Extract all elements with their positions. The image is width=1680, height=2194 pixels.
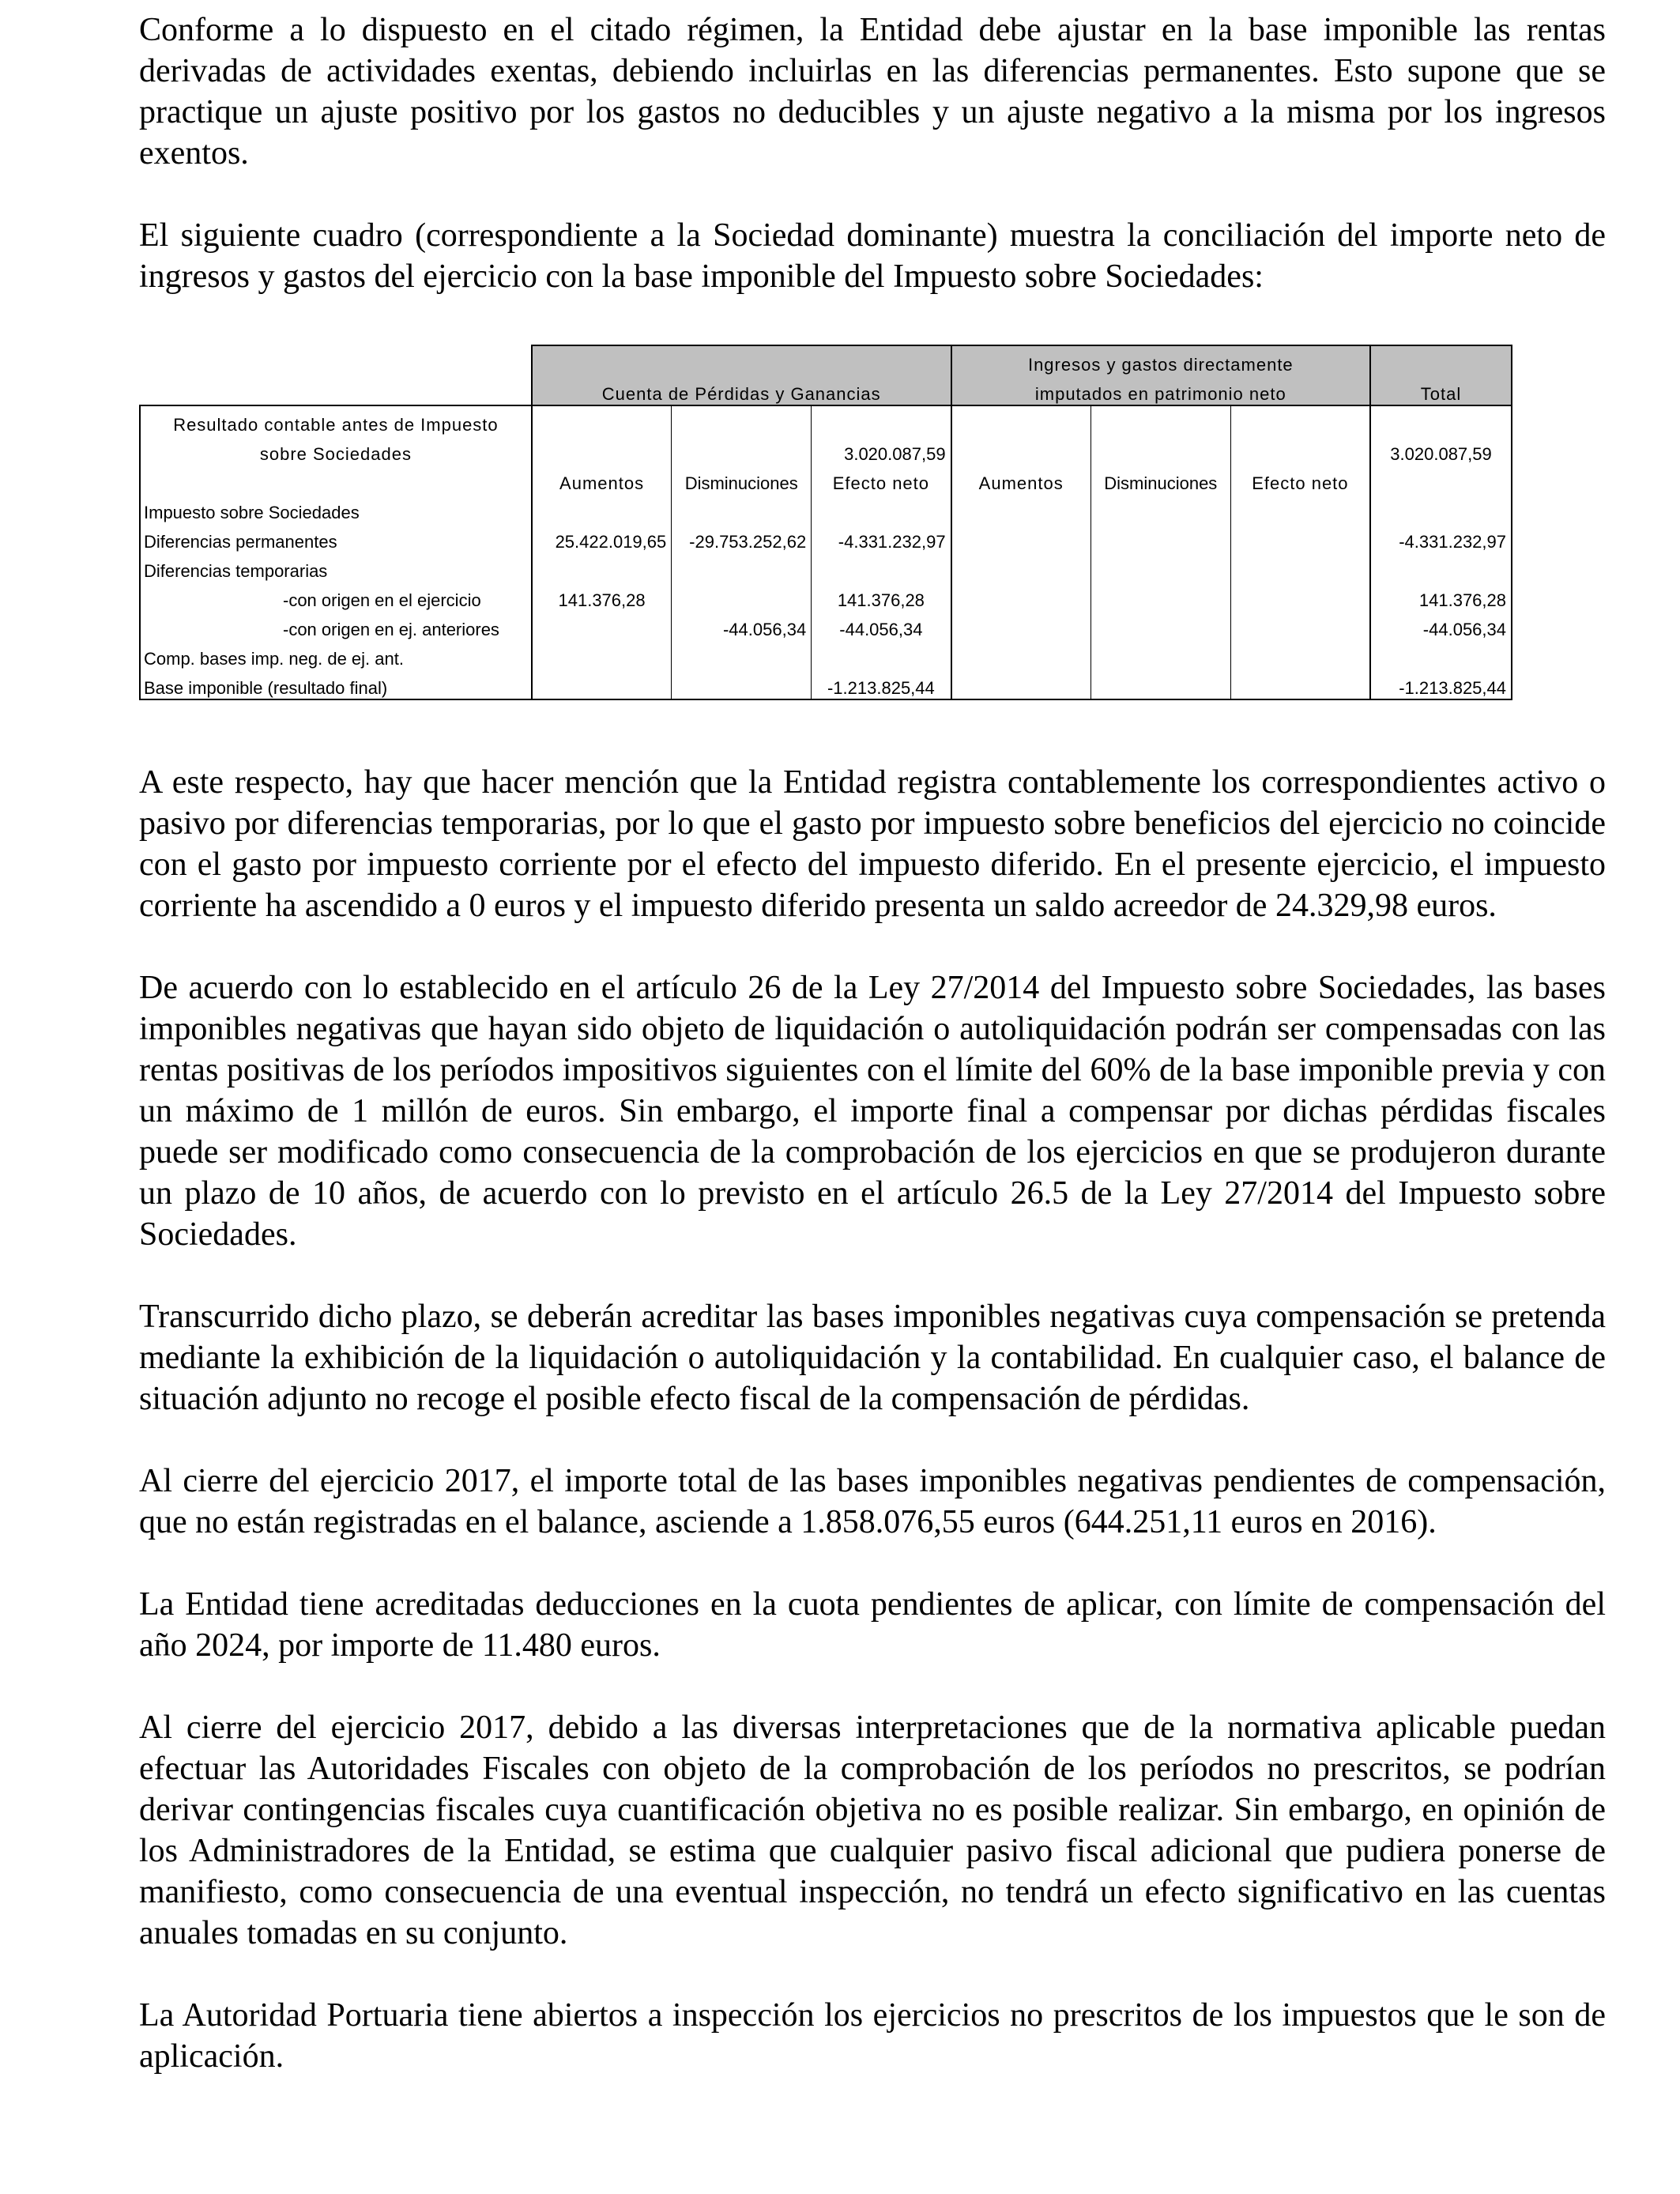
cell-total: -4.331.232,97 bbox=[1370, 523, 1512, 552]
paragraph-bases-negativas-2017: Al cierre del ejercicio 2017, el importe total de las bases imponibles negativas pendientes de compensación, que no están registradas en el balance, asciende a 1.858.076,55 euros (644.251,11 euros en 2016). bbox=[139, 1463, 1606, 1540]
row-label-origen-anteriores: -con origen en ej. anteriores bbox=[140, 611, 532, 640]
subheader-disminuciones-patrimonio: Disminuciones bbox=[1090, 465, 1230, 494]
row-label-comp-bases: Comp. bases imp. neg. de ej. ant. bbox=[140, 640, 532, 669]
subheader-aumentos-pyg: Aumentos bbox=[532, 465, 672, 494]
paragraph-cuadro-intro: El siguiente cuadro (correspondiente a la Sociedad dominante) muestra la conciliación del importe neto de ingresos y gastos del ejercicio con la base imponible del Impuesto sobre Sociedades: bbox=[139, 217, 1606, 295]
subheader-disminuciones-pyg: Disminuciones bbox=[672, 465, 812, 494]
paragraph-inspeccion: La Autoridad Portuaria tiene abiertos a inspección los ejercicios no prescritos de los impuestos que le son de aplicación. bbox=[139, 1997, 1606, 2075]
tax-reconciliation-table-wrap bbox=[139, 345, 1512, 716]
resultado-total: 3.020.087,59 bbox=[1370, 435, 1512, 465]
paragraph-contingencias-fiscales: Al cierre del ejercicio 2017, debido a las diversas interpretaciones que de la normativa aplicable puedan efectuar las Autoridades Fiscales con objeto de la comprobación de los períodos no prescritos, se podrían derivar contingencias fiscales cuya cuantificación objetiva no es posible realizar. Sin embargo, en opinión de los Administradores de la Entidad, se estima que cualquier pasivo fiscal adicional que pudiera ponerse de manifiesto, como consecuencia de una eventual inspección, no tendrá un efecto significativo en las cuentas anuales tomadas en su conjunto. bbox=[139, 1710, 1606, 1951]
group-header-patrimonio-line1: Ingresos y gastos directamente bbox=[951, 345, 1371, 375]
subheader-aumentos-patrimonio: Aumentos bbox=[951, 465, 1091, 494]
table-row bbox=[140, 552, 1512, 582]
paragraph-impuesto-diferido: A este respecto, hay que hacer mención que la Entidad registra contablemente los correspondientes activo o pasivo por diferencias temporarias, por lo que el gasto por impuesto sobre beneficios del ejercicio no coincide con el gasto por impuesto corriente por el efecto del impuesto diferido. En el presente ejercicio, el impuesto corriente ha ascendido a 0 euros y el impuesto diferido presenta un saldo acreedor de 24.329,98 euros. bbox=[139, 764, 1606, 924]
resultado-label-line2: sobre Sociedades bbox=[140, 435, 532, 465]
table-row bbox=[140, 611, 1512, 640]
cell-aumentos: 25.422.019,65 bbox=[532, 523, 672, 552]
row-label-diferencias-temporarias: Diferencias temporarias bbox=[140, 552, 532, 582]
paragraph-ley-27-2014: De acuerdo con lo establecido en el artículo 26 de la Ley 27/2014 del Impuesto sobre Sociedades, las bases imponibles negativas que hayan sido objeto de liquidación o autoliquidación podrán ser compensadas con las rentas positivas de los períodos impositivos siguientes con el límite del 60% de la base imponible previa y con un máximo de 1 millón de euros. Sin embargo, el importe final a compensar por dichas pérdidas fiscales puede ser modificado como consecuencia de la comprobación de los ejercicios en que se produjeron durante un plazo de 10 años, de acuerdo con lo previsto en el artículo 26.5 de la Ley 27/2014 del Impuesto sobre Sociedades. bbox=[139, 970, 1606, 1253]
resultado-efecto-neto: 3.020.087,59 bbox=[812, 435, 951, 465]
cell-efecto-neto: 141.376,28 bbox=[812, 582, 951, 611]
cell-total: 141.376,28 bbox=[1370, 582, 1512, 611]
row-label-origen-ejercicio: -con origen en el ejercicio bbox=[140, 582, 532, 611]
row-label-base-imponible: Base imponible (resultado final) bbox=[140, 669, 532, 699]
resultado-label-line1: Resultado contable antes de Impuesto bbox=[140, 405, 532, 435]
row-label-impuesto: Impuesto sobre Sociedades bbox=[140, 494, 532, 523]
row-label-diferencias-permanentes: Diferencias permanentes bbox=[140, 523, 532, 552]
tax-reconciliation-table bbox=[139, 345, 1512, 700]
cell-total: -44.056,34 bbox=[1370, 611, 1512, 640]
subheader-efecto-neto-patrimonio: Efecto neto bbox=[1230, 465, 1370, 494]
group-header-pyg: Cuenta de Pérdidas y Ganancias bbox=[532, 345, 951, 405]
cell-total: -1.213.825,44 bbox=[1370, 669, 1512, 699]
table-row bbox=[140, 494, 1512, 523]
table-subheader-row bbox=[140, 465, 1512, 494]
document-page bbox=[139, 9, 1606, 2077]
table-row bbox=[140, 582, 1512, 611]
paragraph-deducciones: La Entidad tiene acreditadas deducciones en la cuota pendientes de aplicar, con límite de compensación del año 2024, por importe de 11.480 euros. bbox=[139, 1586, 1606, 1664]
table-row bbox=[140, 640, 1512, 669]
subheader-efecto-neto-pyg: Efecto neto bbox=[812, 465, 951, 494]
cell-disminuciones: -44.056,34 bbox=[672, 611, 812, 640]
table-row bbox=[140, 669, 1512, 699]
paragraph-transcurrido-plazo: Transcurrido dicho plazo, se deberán acreditar las bases imponibles negativas cuya compensación se pretenda mediante la exhibición de la liquidación o autoliquidación y la contabilidad. En cualquier caso, el balance de situación adjunto no recoge el posible efecto fiscal de la compensación de pérdidas. bbox=[139, 1299, 1606, 1417]
paragraph-regimen-ajuste: Conforme a lo dispuesto en el citado régimen, la Entidad debe ajustar en la base imponible las rentas derivadas de actividades exentas, debiendo incluirlas en las diferencias permanentes. Esto supone que se practique un ajuste positivo por los gastos no deducibles y un ajuste negativo a la misma por los ingresos exentos. bbox=[139, 12, 1606, 172]
table-row bbox=[140, 523, 1512, 552]
cell-efecto-neto: -4.331.232,97 bbox=[812, 523, 951, 552]
cell-aumentos: 141.376,28 bbox=[532, 582, 672, 611]
table-group-header-row bbox=[140, 345, 1512, 375]
group-header-total: Total bbox=[1370, 345, 1512, 405]
cell-efecto-neto: -1.213.825,44 bbox=[812, 669, 951, 699]
cell-disminuciones: -29.753.252,62 bbox=[672, 523, 812, 552]
table-row-resultado bbox=[140, 405, 1512, 435]
group-header-patrimonio-line2: imputados en patrimonio neto bbox=[951, 375, 1371, 405]
cell-efecto-neto: -44.056,34 bbox=[812, 611, 951, 640]
